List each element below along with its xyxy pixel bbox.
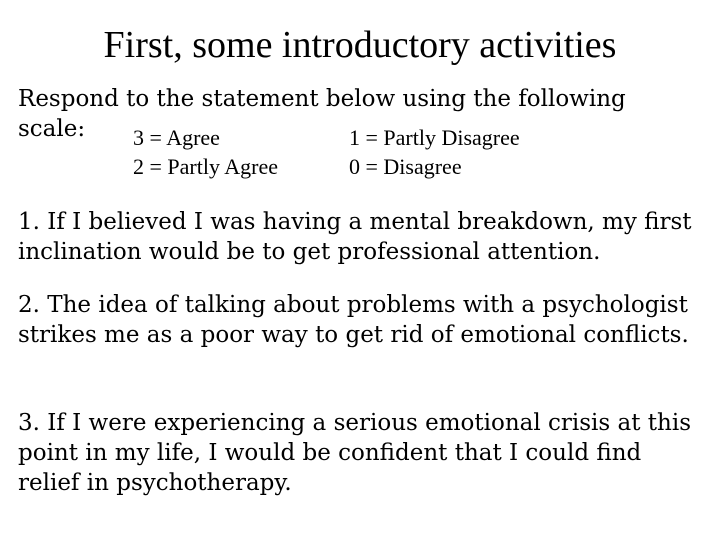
scale-option-partly-agree: 2 = Partly Agree xyxy=(133,154,278,179)
scale-label: scale: xyxy=(18,116,86,142)
scale-option-disagree: 0 = Disagree xyxy=(349,154,462,179)
statement-1: 1. If I believed I was having a mental breakdown, my first inclination would be to get professional attention. xyxy=(18,209,692,265)
scale-option-partly-disagree: 1 = Partly Disagree xyxy=(349,125,520,150)
slide-title: First, some introductory activities xyxy=(103,24,617,66)
instructions-text: Respond to the statement below using the following xyxy=(18,86,626,112)
scale-option-agree: 3 = Agree xyxy=(133,125,220,150)
statement-2: 2. The idea of talking about problems with a psychologist strikes me as a poor way to get rid of emotional conflicts. xyxy=(18,292,689,348)
statement-3: 3. If I were experiencing a serious emotional crisis at this point in my life, I would be confident that I could find relief in psychotherapy. xyxy=(18,410,692,496)
